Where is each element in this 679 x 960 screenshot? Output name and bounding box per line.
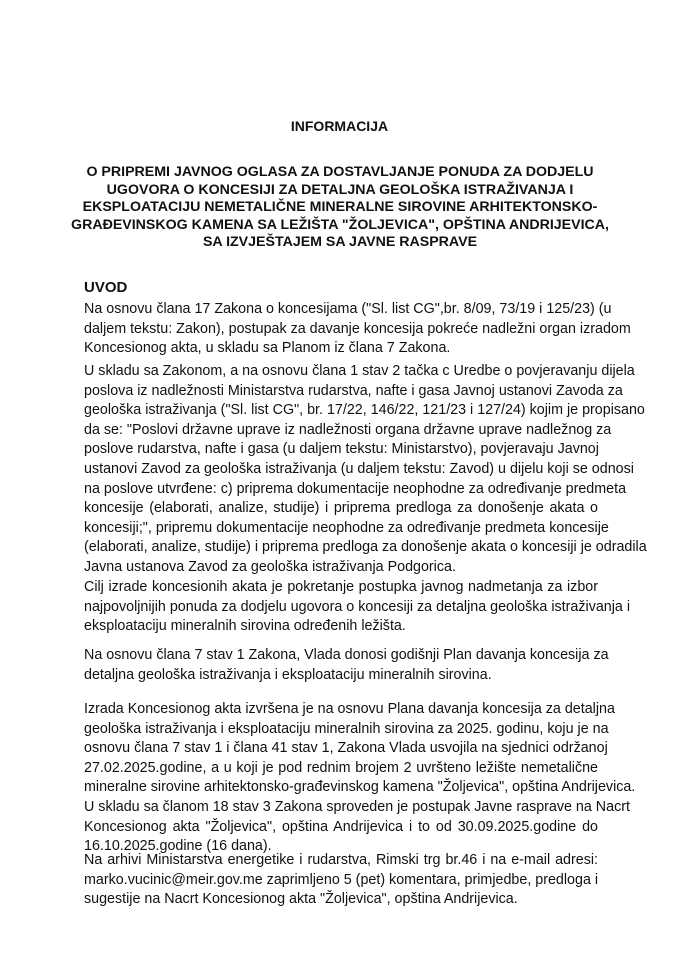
paragraph [84,700,636,798]
heading-line: O PRIPREMI JAVNOG OGLASA ZA DOSTAVLJANJE PONUDA ZA DODJELU [86,164,594,180]
paragraph-line: marko.vucinic@meir.gov.me zaprimljeno 5 (pet) komentara, primjedbe, predloga i [84,871,599,888]
paragraph-line: osnovu člana 7 stav 1 i člana 41 stav 1, Zakona Vlada usvojila na sjednici održanoj [84,740,608,757]
paragraph [84,300,631,359]
paragraph-line: eksploataciju mineralnih sirovina određenih ležišta. [84,618,406,635]
paragraph-line: Koncesionog akta, u skladu sa Planom iz člana 7 Zakona. [84,340,451,357]
paragraph-line: sugestije na Nacrt Koncesionog akta "Žoljevica", opština Andrijevica. [84,891,518,908]
document-heading [60,164,620,252]
paragraph-line: najpovoljnijih ponuda za dodjelu ugovora o koncesiji za detaljna geološka istraživanja i [84,598,631,615]
paragraph-line: Koncesionog akta "Žoljevica", opština Andrijevica i to od 30.09.2025.godine do [84,818,598,835]
paragraph-line: Na arhivi Ministarstva energetike i rudarstva, Rimski trg br.46 i na e-mail adresi: [84,852,598,868]
heading-line: UGOVORA O KONCESIJI ZA DETALJNA GEOLOŠKA ISTRAŽIVANJA I [106,181,574,198]
document-title: INFORMACIJA [290,118,389,134]
paragraph-line: da se: "Poslovi državne uprave iz nadležnosti organa državne uprave nadležnog za [84,421,612,438]
paragraph-line: geološka istraživanja ("Sl. list CG", br. 17/22, 146/22, 121/23 i 127/24) kojim je propisano [84,402,645,419]
paragraph-line: mineralne sirovine arhitektonsko-građevinskog kamena "Žoljevica", opština Andrijevica. [84,779,636,796]
paragraph-line: geološka istraživanja i eksploataciju mineralnih sirovina za 2025. godinu, koju je na [84,720,609,737]
paragraph-line: Izrada Koncesionog akta izvršena je na osnovu Plana davanja koncesija za detaljna [84,701,615,717]
paragraph-line: 27.02.2025.godine, a u koji je pod rednim brojem 2 uvršteno ležište nemetalične [84,759,598,776]
paragraph-line: poslova iz nadležnosti Ministarstva rudarstva, nafte i gasa Javnoj ustanovi Zavoda za [84,382,623,399]
heading-line: EKSPLOATACIJU NEMETALIČNE MINERALNE SIROVINE ARHITEKTONSKO- [82,199,598,216]
paragraph-line: (elaborati, analize, studije) i priprema predloga za donošenje akata o koncesiji je odradila [84,539,647,556]
paragraph-line: Na osnovu člana 7 stav 1 Zakona, Vlada donosi godišnji Plan davanja koncesija za [84,647,609,663]
paragraph [84,646,609,685]
paragraph-line: daljem tekstu: Zakon), postupak za davanje koncesija pokreće nadležni organ izradom [84,320,631,337]
paragraph-line: 16.10.2025.godine (16 dana). [84,838,272,855]
paragraph [84,798,630,857]
paragraph [84,362,647,578]
paragraph-line: Cilj izrade koncesionih akata je pokretanje postupka javnog nadmetanja za izbor [84,579,598,595]
heading-line: GRAĐEVINSKOG KAMENA SA LEŽIŠTA "ŽOLJEVICA", OPŠTINA ANDRIJEVICA, [71,216,609,233]
paragraph [84,578,631,637]
paragraph [84,851,598,910]
paragraph-line: koncesiji;", pripremu dokumentacije neophodne za određivanje predmeta koncesije [84,519,609,536]
paragraph-line: na poslove utvrđene: c) priprema dokumentacije neophodne za određivanje predmeta [84,480,627,497]
paragraph-line: poslove rudarstva, nafte i gasa (u daljem tekstu: Ministarstvo), povjeravaju Javnoj [84,441,599,458]
paragraph-line: Na osnovu člana 17 Zakona o koncesijama ("Sl. list CG",br. 8/09, 73/19 i 125/23) (u [84,301,612,317]
paragraph-line: U skladu sa članom 18 stav 3 Zakona sproveden je postupak Javne rasprave na Nacrt [84,799,630,815]
paragraph-line: Javna ustanova Zavod za geološka istraživanja Podgorica. [84,558,456,575]
paragraph-line: koncesije (elaborati, analize, studije) i priprema predloga za donošenje akata o [84,500,598,517]
paragraph-line: U skladu sa Zakonom, a na osnovu člana 1 stav 2 tačka c Uredbe o povjeravanju dijela [84,363,635,379]
section-title: UVOD [84,279,128,296]
paragraph-line: ustanovi Zavod za geološka istraživanja (u daljem tekstu: Zavod) u dijelu koji se odnosi [84,460,634,477]
heading-line: SA IZVJEŠTAJEM SA JAVNE RASPRAVE [202,234,478,251]
paragraph-line: detaljna geološka istraživanja i eksploataciju mineralnih sirovina. [84,666,492,683]
